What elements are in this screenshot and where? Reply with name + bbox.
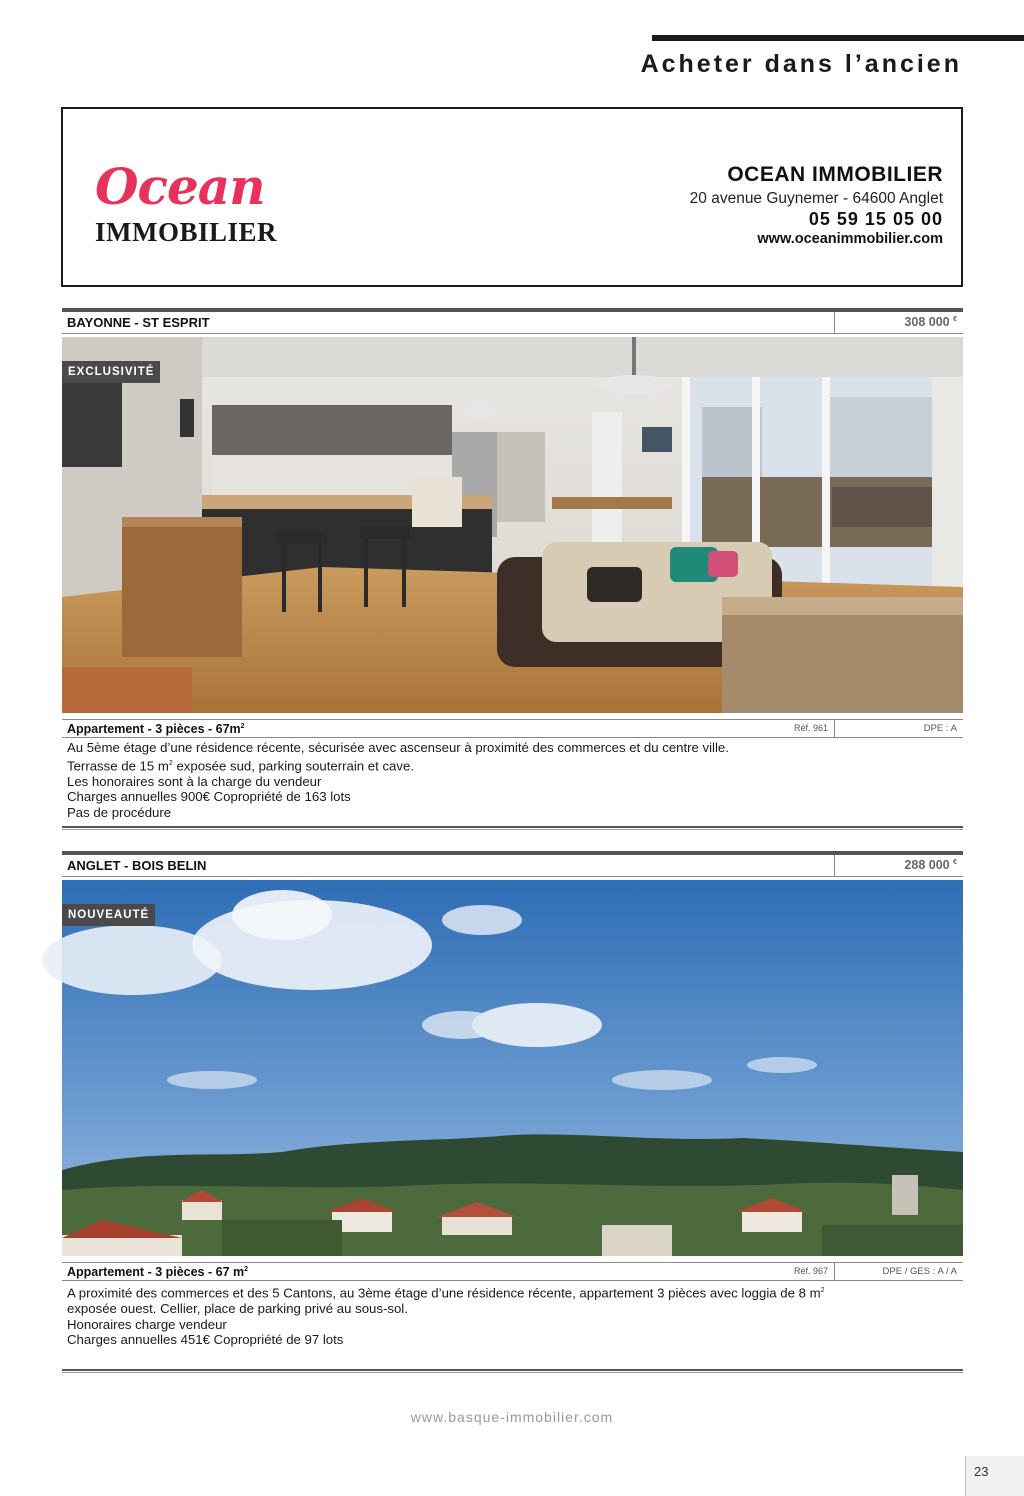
listing-bottom-rule [62,826,963,830]
desc-line: exposée ouest. Cellier, place de parking privé au sous-sol. [67,1300,408,1316]
desc-line: Honoraires charge vendeur [67,1316,227,1332]
listing-header [62,855,963,877]
agency-website-link[interactable]: www.oceanimmobilier.com [757,231,943,247]
price-currency: € [953,315,957,323]
desc-line: Pas de procédure [67,804,172,820]
new-badge: NOUVEAUTÉ [62,904,155,926]
type-unit-sup: 2 [244,1265,249,1273]
listing-card [62,851,963,1376]
desc-sup: 2 [168,759,173,767]
listing-summary [62,719,963,738]
listing-bottom-rule [62,1369,963,1373]
type-text: Appartement - 3 pièces - 67m [67,722,241,736]
type-text: Appartement - 3 pièces - 67 m [67,1265,245,1279]
desc-sup: 2 [820,1287,825,1294]
desc-line: Les honoraires sont à la charge du vendeur [67,773,322,789]
price-currency: € [953,858,957,866]
listing-summary [62,1262,963,1281]
agency-card [61,107,963,287]
listing-description [67,1283,825,1348]
listing-type [67,722,245,736]
living-room-photo [62,337,963,713]
listing-card [62,308,963,833]
desc-line [67,1283,825,1301]
listing-header [62,312,963,334]
listing-ref: Réf. 961 [793,723,828,733]
desc-text: exposée sud, parking souterrain et cave. [172,757,414,773]
listing-dpe: DPE : A [834,720,963,737]
listing-price-cell [834,312,963,334]
listing-location: BAYONNE - ST ESPRIT [67,315,210,330]
agency-phone[interactable]: 05 59 15 05 00 [808,209,943,229]
price-value: 308 000 [904,315,950,329]
listing-photo[interactable] [62,880,963,1256]
logo-wordmark: Ocean [95,157,265,216]
listing-location: ANGLET - BOIS BELIN [67,858,207,873]
listing-ref: Réf. 967 [793,1266,828,1276]
agency-logo [95,159,295,249]
sky-view-photo [62,880,963,1256]
type-unit-sup: 2 [240,722,245,730]
listing-type [67,1265,248,1279]
listing-description [67,740,729,820]
exclusive-badge: EXCLUSIVITÉ [62,361,160,383]
desc-text: A proximité des commerces et des 5 Cantons, au 3ème étage d’une résidence récente, appartement 3 pièces avec loggia de 8 m [67,1285,821,1301]
desc-line [67,756,729,774]
listing-price [904,858,957,872]
desc-text: Terrasse de 15 m [67,757,169,773]
desc-line: Charges annuelles 451€ Copropriété de 97 lots [67,1332,344,1348]
desc-line: Charges annuelles 900€ Copropriété de 163 lots [67,789,351,805]
desc-line: Au 5ème étage d’une résidence récente, sécurisée avec ascenseur à proximité des commerces et du centre ville. [67,740,729,755]
section-title: Acheter dans l’ancien [640,50,962,78]
agency-contact [690,163,943,247]
listing-price-cell [834,855,963,877]
page-number-box [965,1456,1024,1496]
page-number: 23 [974,1464,989,1479]
footer-website-link[interactable]: www.basque-immobilier.com [410,1409,614,1425]
header-rule [652,35,1024,41]
price-value: 288 000 [904,858,950,872]
listing-dpe: DPE / GES : A / A [834,1263,963,1280]
logo-subtitle: IMMOBILIER [95,217,278,247]
agency-address: 20 avenue Guynemer - 64600 Anglet [689,190,943,207]
agency-name: OCEAN IMMOBILIER [727,163,943,186]
listing-price [904,315,957,329]
listing-photo[interactable] [62,337,963,713]
